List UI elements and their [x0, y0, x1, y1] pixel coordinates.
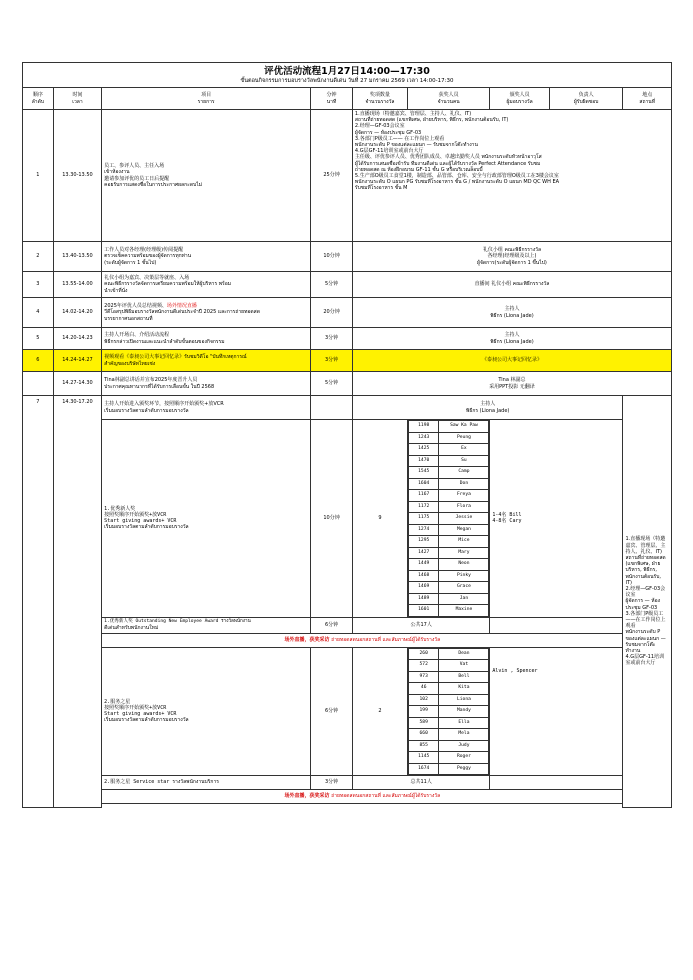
row-item	[102, 110, 311, 242]
winner-id: 1175	[408, 513, 439, 525]
header-presenter: 颁奖人员 ผู้มอบรางวัล	[490, 88, 549, 110]
row-seq: 4	[23, 298, 54, 328]
winner-name: Vat	[439, 660, 489, 672]
winner-name: Neon	[439, 559, 489, 571]
row-minutes: 20分钟	[311, 298, 353, 328]
row-item	[102, 396, 311, 420]
winner-name: Grace	[439, 582, 489, 594]
award2-footer-minutes: 3分钟	[311, 776, 353, 790]
winner-id: 199	[408, 706, 439, 718]
winner-id: 1674	[408, 763, 439, 775]
table-row	[23, 242, 672, 272]
winner-row	[408, 763, 488, 775]
row-time: 13.40-13.50	[53, 242, 101, 272]
table-row	[23, 110, 672, 242]
note-bar-red: 场外直播，获奖采访	[284, 636, 330, 643]
winner-row	[408, 513, 488, 525]
winner-id: 1449	[408, 559, 439, 571]
row-minutes: 3分钟	[311, 328, 353, 350]
winner-row	[408, 455, 488, 467]
row-detail: 主持人 พิธีกร (Liona Jade)	[352, 298, 671, 328]
winner-row	[408, 671, 488, 683]
row-minutes	[311, 396, 353, 420]
winner-id: 1604	[408, 478, 439, 490]
award1-minutes: 10分钟	[311, 420, 353, 618]
award-row-service-star	[23, 647, 672, 776]
winner-row	[408, 683, 488, 695]
award2-qty: 2	[352, 647, 407, 776]
row-seq: 2	[23, 242, 54, 272]
header-time: 时间 เวลา	[53, 88, 101, 110]
winner-row	[408, 490, 488, 502]
winner-name: Roger	[439, 752, 489, 764]
page-subtitle: ขั้นตอนกิจกรรมการมอบรางวัลพนักงานดีเด่น วันที่ 27 มกราคม 2569 เวลา 14:00-17:30	[240, 78, 454, 84]
schedule-document	[22, 62, 672, 808]
row-detail: 《泰昶公司大事记回忆录》	[352, 350, 671, 372]
row-item	[102, 328, 311, 350]
winner-name: Dean	[439, 648, 489, 660]
winner-name: Camp	[439, 467, 489, 479]
winner-id: 1145	[408, 752, 439, 764]
award2-name-list	[408, 648, 489, 776]
row-item-th: เริ่มมอบรางวัลตามลำดับการมอบรางวัล	[104, 407, 189, 414]
header-row	[23, 88, 672, 110]
winner-name: Su	[439, 455, 489, 467]
row-detail: 礼仪小组 คณะพิธีกรรางวัล 各经理(经理级及以上) ผู้จัดการ(ระดับผู้จัดการ 1 ขึ้นไป)	[352, 242, 671, 272]
row-item-zh: 2025年评优人员总结视频、	[104, 303, 167, 310]
winner-id: 102	[408, 694, 439, 706]
winner-row	[408, 740, 488, 752]
winner-id: 1470	[408, 455, 439, 467]
winner-row	[408, 593, 488, 605]
row-item-th: พิธีกรกล่าวเปิดงานและแนะนำลำดับขั้นตอนของกิจกรรม	[104, 338, 225, 345]
winner-row	[408, 648, 488, 660]
header-award-qty: 奖项数量 จำนวนรางวัล	[352, 88, 407, 110]
winner-name: Liona	[439, 694, 489, 706]
winner-row	[408, 559, 488, 571]
note-bar-cell	[102, 633, 623, 647]
row-seq: 6	[23, 350, 54, 372]
winner-row	[408, 524, 488, 536]
row-item-zh: 主持人开始进入颁奖环节，按照顺序开始颁奖+放VCR	[104, 401, 224, 408]
row-time: 14.24-14.27	[53, 350, 101, 372]
award1-footer-item-label: 1.优秀新人奖 Outstanding New Employee Award รางวัลพนักงาน	[104, 618, 251, 624]
trailing-cell	[102, 804, 623, 808]
row-time: 13.55-14.00	[53, 272, 101, 298]
row-detail: Tina 林副总 采用PPT投影 无翻译	[352, 372, 671, 396]
row-minutes: 5分钟	[311, 272, 353, 298]
row-item-zh: Tina林副总讲话并宣布2025年度晋升人员	[104, 377, 198, 384]
award1-footer-item-th: ดีเด่นสำหรับพนักงานใหม่	[104, 625, 159, 631]
table-row	[23, 272, 672, 298]
winner-name: Megan	[439, 524, 489, 536]
winner-id: 46	[408, 683, 439, 695]
trailing-row	[23, 804, 672, 808]
row-item-zh: 员工、参评人员、主任入场 เข้าห้องงาน 邀请参加评优的员工日后提醒	[104, 163, 170, 182]
title-cell	[23, 63, 672, 88]
header-location: 地点 สถานที่	[623, 88, 672, 110]
row-item-th: คอยรับการแสดงชื่อในการประกาศผลกะดบไม่	[104, 181, 203, 188]
winner-name: Pinky	[439, 570, 489, 582]
winner-name: Mela	[439, 729, 489, 741]
winner-name: Jessie	[439, 513, 489, 525]
winner-id: 1425	[408, 444, 439, 456]
header-item: 项目 รายการ	[102, 88, 311, 110]
award2-presenters: Alvin , Spencer	[490, 647, 623, 776]
row-seq: 3	[23, 272, 54, 298]
winner-id: 1295	[408, 536, 439, 548]
winner-row	[408, 467, 488, 479]
award2-footer-total: 总共11人	[352, 776, 489, 790]
winner-id: 589	[408, 717, 439, 729]
note-bar-2	[23, 790, 672, 804]
table-row	[23, 396, 672, 420]
winner-row	[408, 729, 488, 741]
row-item	[102, 350, 311, 372]
winner-id: 572	[408, 660, 439, 672]
winner-name: Jan	[439, 593, 489, 605]
award1-name-list	[408, 420, 489, 617]
row-time: 14.30-17.20	[53, 396, 101, 808]
row-minutes: 3分钟	[311, 350, 353, 372]
winner-id: 1468	[408, 570, 439, 582]
winner-id: 1172	[408, 501, 439, 513]
award1-qty: 9	[352, 420, 407, 618]
row-item-zh: 工作人员对各经理(经理级)传阅提醒	[104, 247, 184, 254]
winner-row	[408, 717, 488, 729]
header-seq: 顺序 ลำดับ	[23, 88, 54, 110]
winner-row	[408, 605, 488, 617]
row-item	[102, 272, 311, 298]
winner-name: Mandy	[439, 706, 489, 718]
page-title: 评优活动流程1月27日14:00—17:30	[264, 66, 430, 77]
note-bar-1	[23, 633, 672, 647]
note-bar-cell	[102, 790, 623, 804]
table-row	[23, 298, 672, 328]
header-owner: 负责人 ผู้รับผิดชอบ	[549, 88, 623, 110]
row-item-highlight: 场外情况直播	[166, 303, 197, 310]
winner-id: 1469	[408, 582, 439, 594]
award1-footer-total: 公共17人	[352, 617, 489, 633]
winner-row	[408, 570, 488, 582]
row-item-zh: 视频观看《泰昶公司大事记回忆录》รับชมวิดีโอ "บันทึกเหตุการณ์	[104, 354, 247, 361]
row-item-th: คณะพิธีกรรางวัลจัดการเตรียมความพร้อมให้ผู้บริหาร พร้อม นำเข้าที่นั่ง	[104, 281, 231, 294]
winner-name: Don	[439, 478, 489, 490]
winner-name: Ex	[439, 444, 489, 456]
award1-footer-item	[102, 617, 311, 633]
note-bar-th: ถ่ายทอดสดนอกสถานที่ และสัมภาษณ์ผู้ได้รับรางวัล	[331, 636, 441, 643]
row-item	[102, 298, 311, 328]
award2-winners	[407, 647, 489, 776]
row-time: 14.20-14.23	[53, 328, 101, 350]
winner-row	[408, 752, 488, 764]
row-time: 14.27-14.30	[53, 372, 101, 396]
award1-footer-row	[23, 617, 672, 633]
winner-row	[408, 536, 488, 548]
winner-row	[408, 547, 488, 559]
row-detail: 主持人 พิธีกร (Liona Jade)	[352, 396, 623, 420]
winner-name: Maxine	[439, 605, 489, 617]
row-item-th: สำคัญของบริษัทไทยเช่ง	[104, 360, 156, 367]
row-time: 14.02-14.20	[53, 298, 101, 328]
winner-id: 855	[408, 740, 439, 752]
award1-presenters: 1-4名 Bill 4-8名 Cary	[490, 420, 623, 618]
row-item-zh: 主持人开场白、介绍活动流程	[104, 332, 170, 339]
row-detail: 主持人 พิธีกร (Liona Jade)	[352, 328, 671, 350]
header-minutes: 分钟 นาที	[311, 88, 353, 110]
award2-footer-empty	[490, 776, 623, 790]
award-row-new-employee	[23, 420, 672, 618]
table-row	[23, 372, 672, 396]
row-item	[102, 372, 311, 396]
location-column: 1.直播现场（特邀嘉宾、管理层、主持人、礼仪、IT) สถานที่ถ่ายทอดสด (แขกพิเศษ, ฝ่ายบริหาร, พิธีกร, พนักงานต้อนรับ, IT) 2.经理—GF-03会议室 ผู้จัดการ — ห้องประชุม GF-03 3.各部门P级员工——在工作岗位上观看 พนักงานระดับ P ของแต่ละแผนก — รับชมจากโต๊ะทำงาน 4.G层GF-11培训室或前台大厅	[623, 396, 672, 808]
row-minutes: 5分钟	[311, 372, 353, 396]
winner-row	[408, 582, 488, 594]
row-minutes: 10分钟	[311, 242, 353, 272]
winner-name: Peung	[439, 432, 489, 444]
winner-id: 1243	[408, 432, 439, 444]
row-item	[102, 242, 311, 272]
winner-name: Bell	[439, 671, 489, 683]
row-seq	[23, 372, 54, 396]
winner-name: Kita	[439, 683, 489, 695]
winner-row	[408, 501, 488, 513]
row-item-th: วีดีโอสรุปพิธีมอบรางวัลพนักงานดีเด่นประจำปี 2025 และการถ่ายทอดสด บรรยากาศนอกสถานที่	[104, 309, 260, 322]
table-row-highlighted	[23, 350, 672, 372]
row-item-th: ประกาศคุณทานากรที่ได้รับการเลื่อนขั้น ในปี 2568	[104, 383, 215, 390]
winner-name: Ella	[439, 717, 489, 729]
award1-footer-minutes: 6分钟	[311, 617, 353, 633]
winner-row	[408, 660, 488, 672]
award2-footer-item: 2.服务之星 Service star รางวัลพนักงานบริการ	[102, 776, 311, 790]
award2-footer-row	[23, 776, 672, 790]
row-seq: 1	[23, 110, 54, 242]
winner-row	[408, 706, 488, 718]
award2-title: 2.服务之星 按照奖顺序开始颁奖+放VCR Start giving awards+ VCR เริ่มมอบรางวัลตามลำดับการมอบรางวัล	[102, 647, 311, 776]
row-time: 13.30-13.50	[53, 110, 101, 242]
winner-id: 660	[408, 729, 439, 741]
header-winners: 获奖人员 จำนวนคน	[407, 88, 489, 110]
winner-id: 260	[408, 648, 439, 660]
winner-name: Saw Ka Paw	[439, 421, 489, 433]
note-bar-th: ถ่ายทอดสดนอกสถานที่ และสัมภาษณ์ผู้ได้รับรางวัล	[331, 793, 441, 800]
winner-id: 1545	[408, 467, 439, 479]
row-detail: 1.直播现场（特邀嘉宾、管理层、主持人、礼仪、IT) สถานที่ถ่ายทอดสด (แขกพิเศษ, ฝ่ายบริหาร, พิธีกร, พนักงานต้อนรับ, IT) 2.经理—GF-03会议室 ผู้จัดการ — ห้องประชุม GF-03 3.各部门P级员工—— 在工作岗位上观看 พนักงานระดับ P ของแต่ละแผนก — รับชมจากโต๊ะทำงาน 4.G层GF-11培训室或前台大厅 主任级、评优参评人员、优秀团队成员、卓越出勤奖人员 พนักงานระดับหัวหน้าอาวุโส ผู้ได้รับการเสนอชื่อเข้ารับ ทีมงานดีเด่น และผู้ได้รับรางวัล Perfect Attendance รับชม ถ่ายทอดสด ณ ห้องฝึกอบรม GF-11 ชั้น G หรือบริเวณล็อบบี้ 5.生产部O级员工食堂1楼，制造部、品管部、仓库、安全与行政部管理O级员工在3楼会议室 พนักงานระดับ O แผนก PG รับชมที่โรงอาหาร ชั้น G / พนักงานระดับ O แผนก MD QC WH EA รับชมที่โรงอาหาร ชั้น M	[352, 110, 671, 242]
winner-row	[408, 694, 488, 706]
award2-minutes: 6分钟	[311, 647, 353, 776]
winner-id: 1198	[408, 421, 439, 433]
schedule-table	[22, 62, 672, 808]
winner-id: 1427	[408, 547, 439, 559]
row-detail: 直播间 礼仪小组 คณะพิธีกรรางวัล	[352, 272, 671, 298]
award1-winners	[407, 420, 489, 618]
winner-name: Mary	[439, 547, 489, 559]
winner-name: Flora	[439, 501, 489, 513]
winner-id: 1489	[408, 593, 439, 605]
row-seq: 5	[23, 328, 54, 350]
note-bar-red: 场外直播，获奖采访	[284, 793, 330, 800]
table-row	[23, 328, 672, 350]
winner-id: 1601	[408, 605, 439, 617]
row-seq: 7	[23, 396, 54, 808]
row-item-th: ตรวจเช็คความพร้อมของผู้จัดการทุกท่าน (ระดับผู้จัดการ 1 ชั้นไป)	[104, 253, 192, 266]
winner-id: 1167	[408, 490, 439, 502]
award1-title: 1.优秀新人奖 按照奖顺序开始颁奖+放VCR Start giving awards+ VCR เริ่มมอบรางวัลตามลำดับการมอบรางวัล	[102, 420, 311, 618]
winner-name: Peggy	[439, 763, 489, 775]
row-item-zh: 礼仪小组为嘉宾、决策层等就座、入场	[104, 275, 190, 282]
winner-id: 973	[408, 671, 439, 683]
winner-row	[408, 421, 488, 433]
winner-row	[408, 444, 488, 456]
winner-row	[408, 432, 488, 444]
winner-id: 1274	[408, 524, 439, 536]
award1-footer-empty	[490, 617, 623, 633]
winner-name: Judy	[439, 740, 489, 752]
winner-name: Freya	[439, 490, 489, 502]
winner-row	[408, 478, 488, 490]
winner-name: Mice	[439, 536, 489, 548]
row-minutes: 25分钟	[311, 110, 353, 242]
